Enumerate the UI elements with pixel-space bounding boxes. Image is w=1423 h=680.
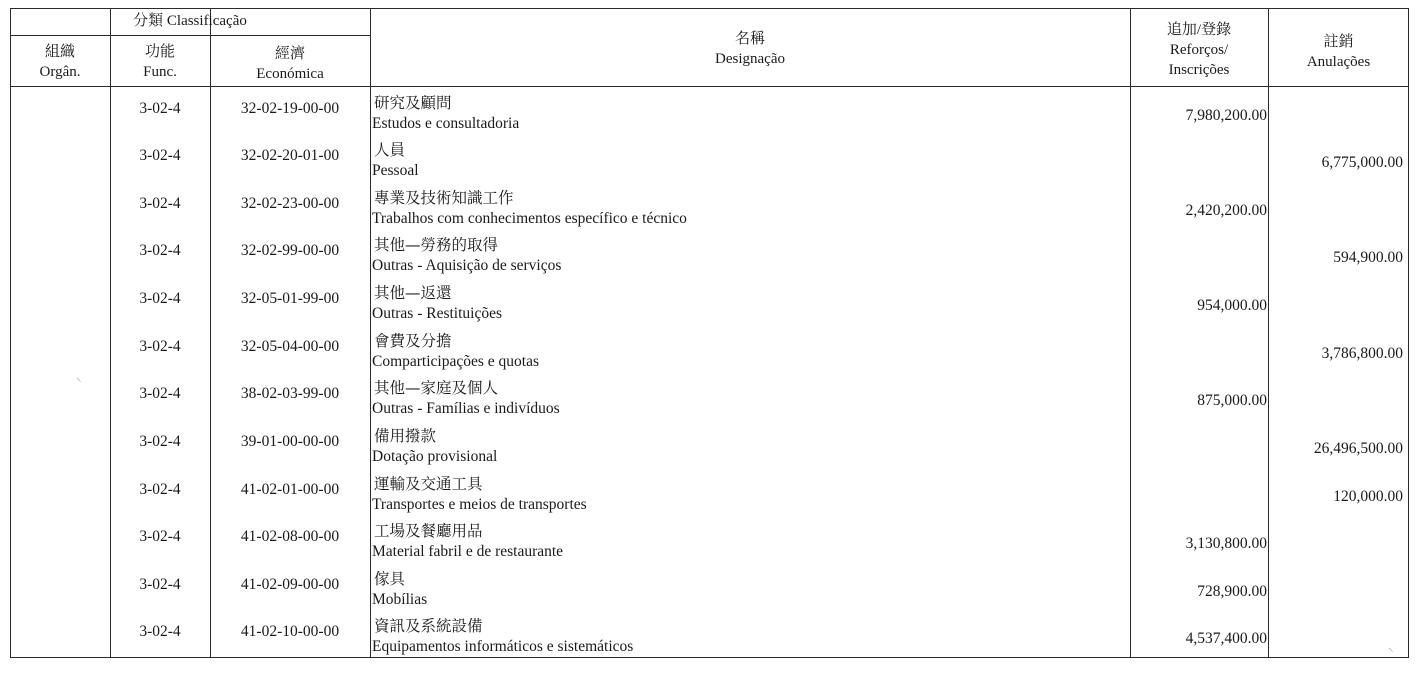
header-econ-pt: Económica [256, 66, 324, 82]
econ-code: 32-02-99-00-00 [240, 242, 340, 259]
econ-code: 32-02-23-00-00 [240, 195, 340, 212]
table-row [10, 142, 1409, 189]
func-code: 3-02-4 [139, 147, 181, 164]
designation-zh: 其他—家庭及個人 [374, 379, 499, 397]
designation-pt: Mobílias [372, 591, 428, 608]
func-code: 3-02-4 [139, 385, 181, 402]
func-code: 3-02-4 [139, 338, 181, 355]
designation-pt: Outras - Aquisição de serviços [372, 257, 562, 274]
header-reforcos-zh: 追加/登錄 [1166, 22, 1232, 38]
header-desig-zh: 名稱 [734, 31, 765, 47]
anulacoes-value: 26,496,500.00 [1313, 440, 1403, 457]
econ-code: 41-02-01-00-00 [240, 481, 340, 498]
table-row [10, 618, 1409, 658]
designation-pt: Pessoal [372, 162, 419, 179]
reforcos-value: 7,980,200.00 [1185, 107, 1267, 124]
header-subdivider [10, 35, 370, 36]
header-desig-pt: Designação [715, 51, 785, 67]
econ-code: 41-02-10-00-00 [240, 623, 340, 640]
header-anul-zh: 註銷 [1323, 34, 1354, 50]
reforcos-value: 728,900.00 [1197, 583, 1267, 600]
table-row [10, 95, 1409, 142]
header-econ-zh: 經濟 [274, 46, 305, 62]
scan-speck: ⸜ [1388, 642, 1394, 654]
designation-zh: 其他—返還 [374, 284, 452, 302]
designation-pt: Comparticipações e quotas [372, 353, 540, 370]
reforcos-value: 2,420,200.00 [1185, 202, 1267, 219]
econ-code: 32-05-04-00-00 [240, 338, 340, 355]
header-organ [10, 42, 110, 82]
econ-code: 39-01-00-00-00 [240, 433, 340, 450]
header-reforcos [1130, 20, 1268, 80]
header-anulacoes [1268, 32, 1409, 72]
econ-code: 41-02-09-00-00 [240, 576, 340, 593]
header-econ [210, 44, 370, 84]
header-organ-zh: 組織 [44, 44, 75, 60]
func-code: 3-02-4 [139, 433, 181, 450]
designation-pt: Equipamentos informáticos e sistemáticos [372, 638, 634, 655]
func-code: 3-02-4 [139, 481, 181, 498]
designation-zh: 專業及技術知識工作 [374, 189, 514, 207]
anulacoes-value: 3,786,800.00 [1321, 345, 1403, 362]
header-reforcos-pt1: Reforços/ [1169, 42, 1229, 58]
table-row [10, 428, 1409, 475]
header-organ-pt: Orgân. [39, 64, 81, 80]
designation-zh: 運輸及交通工具 [374, 475, 483, 493]
econ-code: 32-05-01-99-00 [240, 290, 340, 307]
header-func-pt: Func. [143, 64, 177, 80]
func-code: 3-02-4 [139, 242, 181, 259]
designation-pt: Trabalhos com conhecimentos específico e técnico [372, 210, 687, 227]
table-row [10, 237, 1409, 284]
budget-table [10, 8, 1410, 658]
func-code: 3-02-4 [139, 290, 181, 307]
table-row [10, 380, 1409, 427]
func-code: 3-02-4 [139, 528, 181, 545]
header-func-zh: 功能 [144, 44, 175, 60]
func-code: 3-02-4 [139, 100, 181, 117]
header-designacao [370, 29, 1130, 69]
table-row [10, 190, 1409, 237]
designation-pt: Material fabril e de restaurante [372, 543, 564, 560]
designation-zh: 備用撥款 [374, 427, 437, 445]
header-func [110, 42, 210, 82]
designation-zh: 資訊及系統設備 [374, 617, 483, 635]
reforcos-value: 3,130,800.00 [1185, 535, 1267, 552]
designation-zh: 其他—勞務的取得 [374, 236, 499, 254]
econ-code: 32-02-19-00-00 [240, 100, 340, 117]
table-row [10, 571, 1409, 618]
anulacoes-value: 594,900.00 [1333, 249, 1403, 266]
header-reforcos-pt2: Inscrições [1168, 62, 1230, 78]
reforcos-value: 954,000.00 [1197, 297, 1267, 314]
designation-pt: Estudos e consultadoria [372, 115, 520, 132]
func-code: 3-02-4 [139, 623, 181, 640]
scan-speck: ⸜ [76, 372, 82, 384]
designation-pt: Dotação provisional [372, 448, 498, 465]
table-row [10, 285, 1409, 332]
econ-code: 38-02-03-99-00 [240, 385, 340, 402]
designation-zh: 研究及顧問 [374, 94, 452, 112]
econ-code: 41-02-08-00-00 [240, 528, 340, 545]
designation-pt: Transportes e meios de transportes [372, 496, 587, 513]
table-row [10, 523, 1409, 570]
designation-pt: Outras - Restituições [372, 305, 503, 322]
reforcos-value: 4,537,400.00 [1185, 630, 1267, 647]
reforcos-value: 875,000.00 [1197, 392, 1267, 409]
econ-code: 32-02-20-01-00 [240, 147, 340, 164]
func-code: 3-02-4 [139, 195, 181, 212]
designation-pt: Outras - Famílias e indivíduos [372, 400, 560, 417]
anulacoes-value: 6,775,000.00 [1321, 154, 1403, 171]
header-anul-pt: Anulações [1306, 54, 1371, 70]
table-row [10, 476, 1409, 523]
header-divider [10, 86, 1409, 87]
designation-zh: 會費及分擔 [374, 332, 452, 350]
designation-zh: 工場及餐廳用品 [374, 522, 483, 540]
func-code: 3-02-4 [139, 576, 181, 593]
header-classificacao: 分類 Classificação [133, 13, 247, 29]
table-row [10, 333, 1409, 380]
designation-zh: 傢具 [374, 570, 406, 588]
anulacoes-value: 120,000.00 [1333, 488, 1403, 505]
designation-zh: 人員 [374, 141, 406, 159]
